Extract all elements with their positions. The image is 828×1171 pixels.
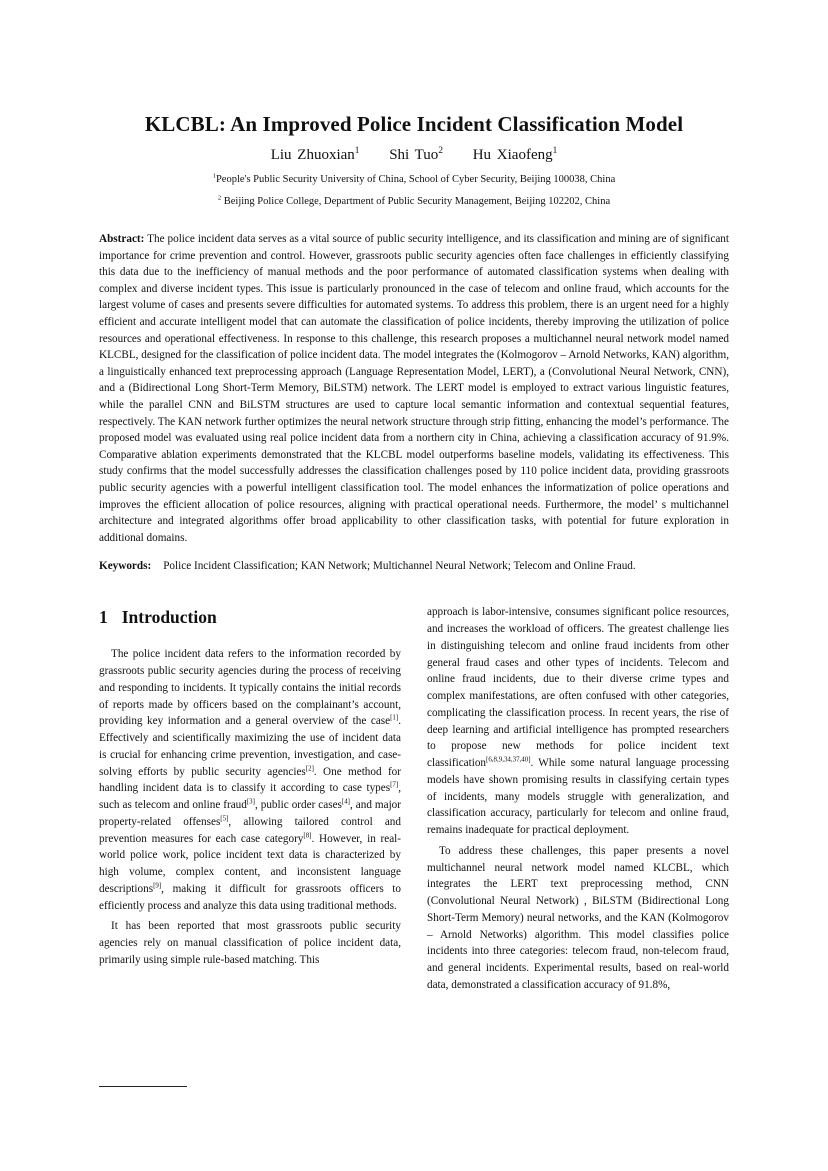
citation-ref: [7] [390,780,399,789]
text-run: . While some natural language processing models have shown promising results in classifying certain types of incidents, many models struggle with generalization, and classification accuracy, particularly for telecom and online fraud, remains inadequate for practical deployment. [427,757,729,837]
text-run: . One method for handling incident data is to classify it according to case types [99,765,401,795]
text-run: , and major property-related offenses [99,799,401,828]
keywords-label: Keywords: [99,560,152,573]
citation-ref: [3] [246,797,255,806]
paper-title: KLCBL: An Improved Police Incident Classification Model [144,112,684,136]
author-list [99,144,729,166]
abstract [99,231,729,546]
section-heading: 1 Introduction [99,607,217,628]
citation-ref: [9] [153,881,162,890]
citation-ref: [1] [390,713,399,722]
text-run: , public order cases [254,799,342,812]
text-run: approach is labor-intensive, consumes significant police resources, and increases the workload of officers. The greatest challenge lies in distinguishing telecom and online fraud incidents from other general fraud cases and other types of incidents. Telecom and online fraud incidents, due to their diverse crime types and complex manifestations, are often confused with other categories, complicating the classification process. In recent years, the rise of deep learning and artificial intelligence has prompted researchers to propose new methods for police incident text classification [427,606,729,770]
author: Liu Zhuoxian$^1$ [270,146,360,163]
paragraph [427,604,729,839]
affiliation: $^1$People's Public Security University of China, School of Cyber Security, Beijing 100038, China [212,172,616,185]
text-run: The police incident data refers to the information recorded by grassroots public security agencies during the process of receiving and responding to incidents. It typically contains the initial records of reports made by officers based on the complainant’s account, providing key information and a general overview of the case [99,648,401,728]
affiliation: $^2$ Beijing Police College, Department of Public Security Management, Beijing 102202, China [217,194,611,207]
left-column [99,596,401,993]
right-column [427,596,729,993]
text-run: To address these challenges, this paper presents a novel multichannel neural network model named KLCBL, which integrates the LERT text preprocessing method, CNN (Convolutional Neural Network) , BiLSTM (Bidirectional Long Short-Term Memory) neural networks, and the KAN (Kolmogorov – Arnold Networks) algorithm. This model classifies police incidents into three categories: telecom fraud, non-telecom fraud, and general incidents. Experimental results, based on real-world data, demonstrated a classification accuracy of 91.8%, [427,844,729,991]
text-run: It has been reported that most grassroots public security agencies rely on manual classification of police incident data, primarily using simple rule-based matching. This [99,920,401,966]
author: Hu Xiaofeng$^1$ [472,146,558,163]
paragraph [99,918,401,968]
keywords [99,558,729,574]
author: Shi Tuo$^2$ [389,146,443,163]
text-run: , making it difficult for grassroots officers to efficiently process and analyze this data using traditional methods. [99,882,401,912]
text-run: , allowing tailored control and prevention measures for each case category [99,815,401,845]
abstract-label: Abstract: [99,233,145,245]
citation-ref: [2] [305,763,314,772]
text-run: . However, in real-world police work, police incident text data is characterized by high volume, complex content, and inconsistent language descriptions [99,832,401,895]
footnote-rule [99,1086,187,1087]
paragraph [99,646,401,914]
citation-ref: [6,8,9,34,37,40] [486,755,531,764]
text-run: . Effectively and scientifically maximizing the use of incident data is crucial for enhancing crime prevention, investigation, and case-solving efforts by public security agencies [99,715,401,778]
abstract-text: The police incident data serves as a vital source of public security intelligence, and its classification and mining are of significant importance for crime prevention and control. However, grassroots public security agencies often face challenges in efficiently classifying this data due to the inefficiency of manual methods and the poor performance of automated classification systems when dealing with complex and diverse incident types. This issue is particularly pronounced in the case of telecom and online fraud, which accounts for the largest volume of cases and presents severe difficulties for automated systems. To address this problem, there is an urgent need for a highly efficient and accurate intelligent model that can automate the classification of police incidents, thereby improving the utilization of police resources and operational effectiveness. In response to this challenge, this research proposes a multichannel neural network model named KLCBL, designed for the classification of police incident data. The model integrates the (Kolmogorov – Arnold Networks, KAN) algorithm, a linguistically enhanced text preprocessing approach (Language Representation Model, LERT), a (Convolutional Neural Network, CNN), and a (Bidirectional Long Short-Term Memory, BiLSTM) network. The LERT model is employed to extract various linguistic features, while the parallel CNN and BiLSTM structures are used to capture local semantic information and contextual sequential features, respectively. The KAN network further optimizes the neural network structure through strip fitting, enhancing the model’s performance. The proposed model was evaluated using real police incident data from a northern city in China, achieving a classification accuracy of 91.9%. Comparative ablation experiments demonstrated that the KLCBL model outperforms baseline models, validating its effectiveness. This study confirms that the model successfully addresses the classification challenges posed by 110 police incident data, providing grassroots public security agencies with a powerful intelligent classification tool. The model enhances the informatization of police operations and improves the efficient allocation of police resources, aligning with practical operational needs. Furthermore, the model’ s multichannel architecture and integrated algorithms offer broad applicability to other classification tasks, with potential for future exploration in additional domains. [99,233,729,544]
keywords-text: Police Incident Classification; KAN Network; Multichannel Neural Network; Telecom and Online Fraud. [163,560,636,573]
citation-ref: [8] [303,830,312,839]
text-run: , such as telecom and online fraud [99,782,401,812]
citation-ref: [5] [220,814,229,823]
body-columns [99,596,729,993]
paragraph [427,843,729,994]
citation-ref: [4] [341,797,350,806]
